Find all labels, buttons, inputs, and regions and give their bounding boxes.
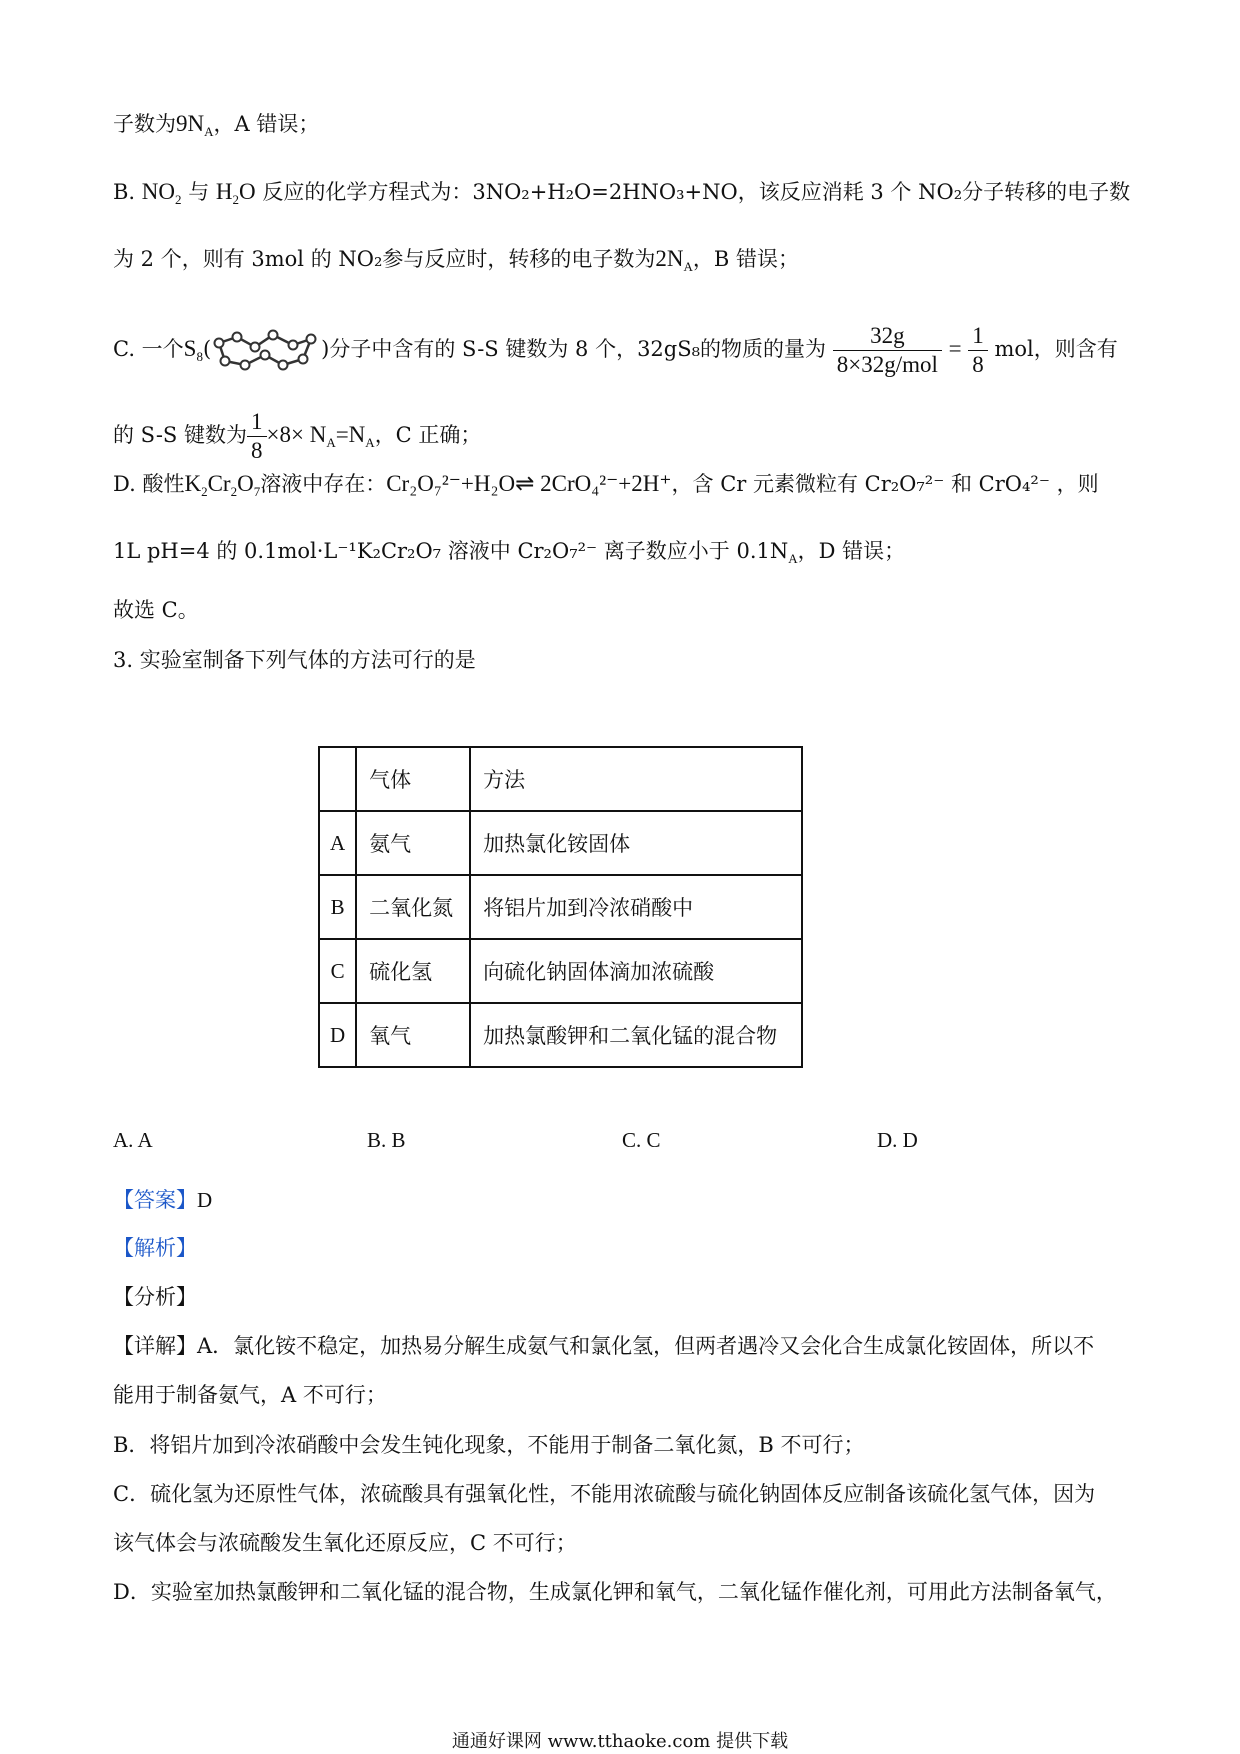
line-a-conclusion <box>113 110 319 138</box>
detail-a-line2 <box>113 1381 387 1409</box>
text: 反应的化学方程式为：3NO₂+H₂O=2HNO₃+NO，该反应消耗 3 个 NO₂分子转移的电子数 <box>262 180 1131 204</box>
numerator: 1 <box>968 322 988 351</box>
table-header-row <box>319 747 802 811</box>
analysis-label: 【解析】 <box>113 1236 197 1260</box>
line-c-bonds <box>113 408 481 465</box>
numerator: 1 <box>247 408 267 437</box>
subscript: A <box>365 435 375 451</box>
text: ，D 错误； <box>797 539 906 563</box>
table-cell: B <box>319 875 356 939</box>
fraction-result <box>968 322 988 379</box>
text: 子数为 <box>113 112 176 136</box>
table-cell: 加热氯酸钾和二氧化锰的混合物 <box>470 1003 802 1067</box>
fenxi-label: 【分析】 <box>113 1285 197 1309</box>
subscript: 2 <box>232 192 240 208</box>
text: mol，则含有 <box>994 337 1118 361</box>
denominator: 8 <box>972 352 984 377</box>
text: 1L pH=4 的 0.1mol·L⁻¹K₂Cr₂O₇ 溶液中 Cr₂O₇²⁻ 离子数应小于 0.1N <box>113 539 789 563</box>
text: 该气体会与浓硫酸发生氧化还原反应，C 不可行； <box>113 1531 577 1555</box>
formula: =N <box>335 422 366 447</box>
line-d-ion-count <box>113 537 905 565</box>
footer-source: 通通好课网 www.tthaoke.com 提供下载 <box>451 1731 789 1752</box>
detail-c-line2 <box>113 1529 577 1557</box>
formula: Cr <box>207 471 231 496</box>
equation: Cr₂O₇²⁻+H₂O⇌ 2CrO₄²⁻+2H⁺ <box>386 471 672 496</box>
table-row <box>319 875 802 939</box>
subscript: 2 <box>230 484 238 500</box>
subscript: 7 <box>253 484 261 500</box>
gas-methods-table <box>318 746 803 1068</box>
table-cell <box>319 747 356 811</box>
denominator: 8×32g/mol <box>836 352 938 377</box>
option-c: C. C <box>622 1128 661 1152</box>
text: 故选 C。 <box>113 598 199 622</box>
text: ，B 错误； <box>692 247 800 271</box>
detail-c-line1 <box>113 1480 1095 1508</box>
subscript: 2 <box>175 192 182 208</box>
text: ( <box>202 337 212 361</box>
formula: O <box>237 471 254 496</box>
text: 能用于制备氨气，A 不可行； <box>113 1383 387 1407</box>
line-choose <box>113 596 199 624</box>
option-b: B. B <box>367 1128 406 1152</box>
table-row <box>319 1003 802 1067</box>
label: B. <box>113 180 136 204</box>
table-cell: 向硫化钠固体滴加浓硫酸 <box>470 939 802 1003</box>
formula: 2N <box>655 246 684 271</box>
line-c-s8 <box>113 322 1118 379</box>
table-row <box>319 811 802 875</box>
table-cell: A <box>319 811 356 875</box>
answer-line <box>113 1186 212 1214</box>
subscript: 2 <box>201 484 208 500</box>
formula: O <box>239 179 256 204</box>
option-d: D. D <box>877 1128 918 1152</box>
line-b-equation <box>113 178 1130 206</box>
text: 为 2 个，则有 3mol 的 NO₂参与反应时，转移的电子数为 <box>113 247 656 271</box>
subscript: A <box>683 259 693 275</box>
table-cell: 二氧化氮 <box>356 875 470 939</box>
text: D．实验室加热氯酸钾和二氧化锰的混合物，生成氯化钾和氧气，二氧化锰作催化剂，可用此方法制备氧气， <box>113 1580 1117 1604</box>
subscript: A <box>204 124 214 140</box>
subscript: A <box>326 435 336 451</box>
table-cell: 氧气 <box>356 1003 470 1067</box>
text: B．将铝片加到冷浓硝酸中会发生钝化现象，不能用于制备二氧化氮，B 不可行； <box>113 1433 865 1457</box>
detail-a-line1 <box>113 1332 1094 1360</box>
numerator: 32g <box>833 322 942 351</box>
subscript: 8 <box>196 349 203 365</box>
label: C. 一个 <box>113 337 184 361</box>
table-cell: 将铝片加到冷浓硝酸中 <box>470 875 802 939</box>
denominator: 8 <box>251 438 263 463</box>
formula: S <box>183 336 197 361</box>
label: D. 酸性 <box>113 472 185 496</box>
text: ，C 正确； <box>374 423 482 447</box>
fraction-one-eighth <box>247 408 267 465</box>
text: ，A 错误； <box>213 112 320 136</box>
text: )分子中含有的 S-S 键数为 8 个，32gS₈的物质的量为 <box>321 337 827 361</box>
line-d-equilibrium <box>113 470 1099 498</box>
detail-b-line <box>113 1431 865 1459</box>
table-cell: 硫化氢 <box>356 939 470 1003</box>
formula: 9N <box>176 111 205 136</box>
table-cell: C <box>319 939 356 1003</box>
answer-value: D <box>197 1188 213 1212</box>
equals: = <box>948 336 962 361</box>
text: C．硫化氢为还原性气体，浓硫酸具有强氧化性，不能用浓硫酸与硫化钠固体反应制备该硫化氢气体，因为 <box>113 1482 1096 1506</box>
table-header-gas: 气体 <box>356 747 470 811</box>
table-cell: D <box>319 1003 356 1067</box>
fraction-mass <box>833 322 942 379</box>
detail-d-line <box>113 1578 1117 1606</box>
table-cell: 氨气 <box>356 811 470 875</box>
table-header-method: 方法 <box>470 747 802 811</box>
formula: NO <box>141 179 176 204</box>
subscript: A <box>788 551 798 567</box>
text: 的 S-S 键数为 <box>113 423 247 447</box>
analysis-label-line <box>113 1234 197 1262</box>
text: ，含 Cr 元素微粒有 Cr₂O₇²⁻ 和 CrO₄²⁻ ，则 <box>671 472 1099 496</box>
fenxi-line <box>113 1283 197 1311</box>
option-a: A. A <box>113 1128 153 1152</box>
question-3 <box>113 646 476 674</box>
table-cell: 加热氯化铵固体 <box>470 811 802 875</box>
line-b-electrons <box>113 245 799 273</box>
text: 【详解】A．氯化铵不稳定，加热易分解生成氨气和氯化氢，但两者遇冷又会化合生成氯化铵固体，所以不 <box>113 1334 1095 1358</box>
s8-ring-structure-icon <box>211 329 321 373</box>
question-text: 3. 实验室制备下列气体的方法可行的是 <box>113 648 476 672</box>
answer-label: 【答案】 <box>113 1188 197 1212</box>
formula: ×8× N <box>266 422 327 447</box>
text: 溶液中存在： <box>260 472 387 496</box>
table-row <box>319 939 802 1003</box>
formula: K <box>184 471 202 496</box>
formula: H <box>215 179 233 204</box>
text: 与 <box>188 180 210 204</box>
